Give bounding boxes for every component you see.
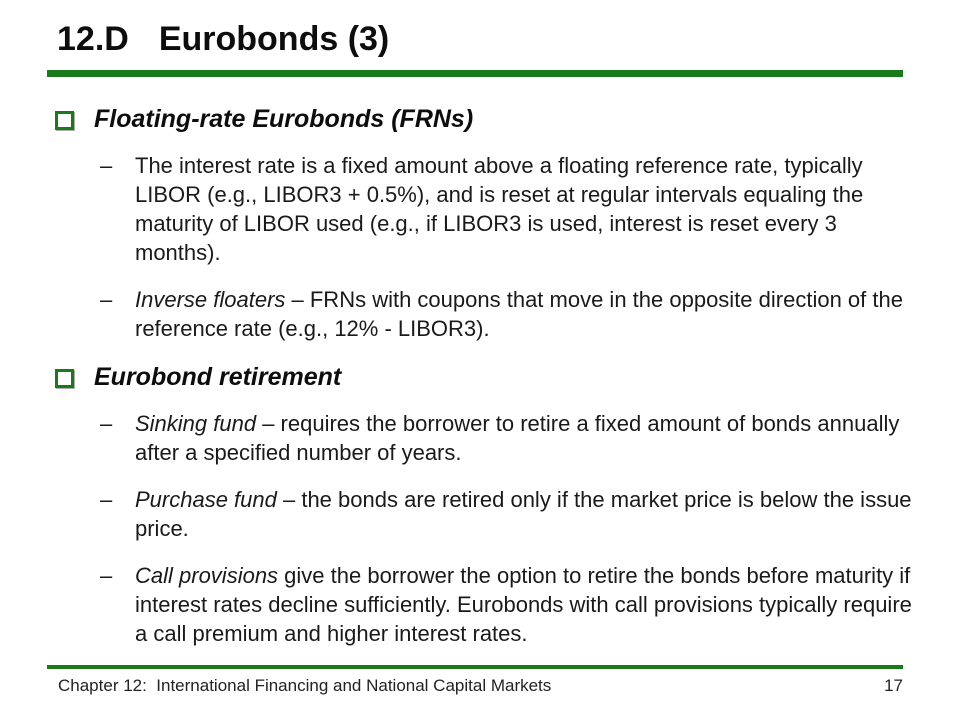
dash-bullet-icon: – [100, 287, 113, 312]
footer [58, 675, 903, 697]
sub-bullet-lead: Sinking fund [135, 411, 257, 436]
sub-bullet-rest: – FRNs with coupons that move in the opposite direction of the reference rate (e.g., 12% - LIBOR3). [135, 287, 903, 341]
bullet-heading-retirement [55, 361, 960, 393]
dash-bullet-icon: – [100, 153, 113, 178]
sub-bullet-text [135, 485, 927, 543]
sub-bullet-call-provisions [100, 561, 960, 648]
bullet-label: Eurobond retirement [94, 363, 342, 391]
sub-bullet-inverse-floaters [100, 285, 960, 343]
title-text: Eurobonds (3) [158, 20, 390, 58]
bullet-label: Floating-rate Eurobonds (FRNs) [94, 105, 474, 133]
dash-bullet-icon: – [100, 487, 113, 512]
sub-bullet-rest: The interest rate is a fixed amount above a floating reference rate, typically LIBOR (e.g., LIBOR3 + 0.5%), and is reset at regular intervals equaling the maturity of LIBOR used (e.g., if LIBOR3 is used, interest is reset every 3 months). [135, 153, 864, 265]
sub-bullet-lead: Purchase fund [135, 487, 277, 512]
square-bullet-icon [55, 111, 74, 130]
sub-bullet-rest: – the bonds are retired only if the market price is below the issue price. [135, 487, 912, 541]
title-divider [47, 70, 903, 77]
sub-bullet-lead: Inverse floaters [135, 287, 286, 312]
sub-bullet-text [135, 409, 927, 467]
page-title [57, 0, 960, 58]
title-section-number: 12.D [57, 20, 129, 58]
sub-bullet-rest: give the borrower the option to retire the bonds before maturity if interest rates decline sufficiently. Eurobonds with call provisions typically require a call premium and higher interest rates. [135, 563, 912, 646]
square-bullet-icon [55, 369, 74, 388]
slide-content [55, 103, 960, 648]
sub-bullet-text [135, 561, 927, 648]
footer-chapter-label: Chapter 12: International Financing and National Capital Markets [58, 676, 552, 695]
bullet-heading-frns [55, 103, 960, 135]
sub-bullet-lead: Call provisions [135, 563, 279, 588]
dash-bullet-icon: – [100, 411, 113, 436]
sub-bullet-purchase-fund [100, 485, 960, 543]
footer-divider [47, 665, 903, 669]
sub-bullet-text [135, 151, 927, 267]
page-number: 17 [884, 676, 903, 695]
sub-bullet-sinking-fund [100, 409, 960, 467]
sub-bullet-rest: – requires the borrower to retire a fixed amount of bonds annually after a specified number of years. [135, 411, 900, 465]
sub-bullet-text [135, 285, 927, 343]
dash-bullet-icon: – [100, 563, 113, 588]
sub-bullet-interest-rate [100, 151, 960, 267]
